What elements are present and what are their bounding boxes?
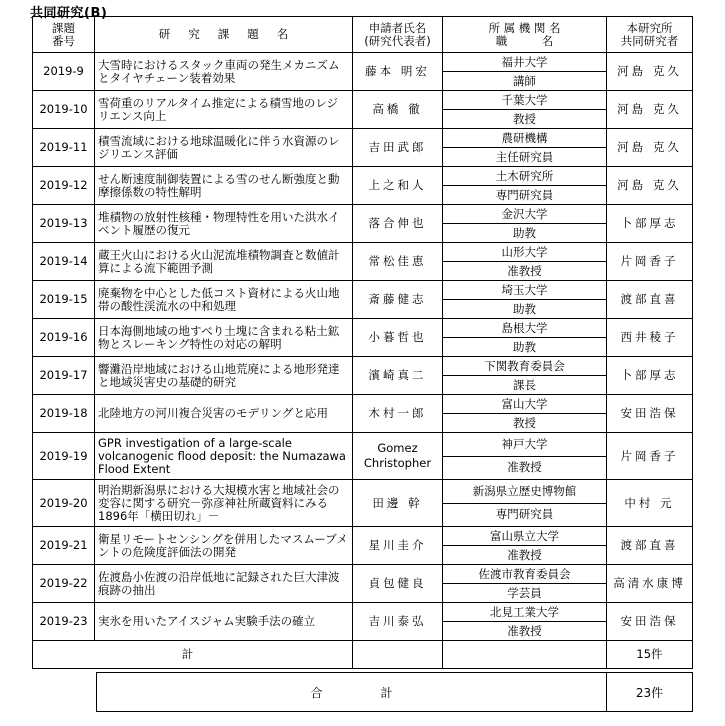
- job-position: 助教: [513, 301, 536, 316]
- project-title: せん断速度制御装置による雪のせん断強度と動摩擦係数の特性解明: [95, 167, 353, 205]
- institution-stack: [443, 480, 606, 526]
- header-collaborator-line2: 共同研究者: [620, 33, 679, 48]
- applicant-name: [353, 433, 443, 480]
- institution-name: 土木研究所: [443, 167, 606, 186]
- institution-cell: [443, 603, 607, 641]
- institution-stack: [443, 433, 606, 479]
- header-title: 研究課題名: [95, 17, 353, 53]
- job-position: 課長: [513, 377, 536, 392]
- institution-cell: [443, 205, 607, 243]
- header-applicant: [353, 17, 443, 53]
- applicant-name: 吉川泰弘: [353, 603, 443, 641]
- table-row: [33, 319, 693, 357]
- header-collaborator-line1: 本研究所: [626, 20, 673, 35]
- project-title: 北陸地方の河川複合災害のモデリングと応用: [95, 395, 353, 433]
- applicant-name: 落合伸也: [353, 205, 443, 243]
- table-row: [33, 565, 693, 603]
- institution-stack: [443, 205, 606, 242]
- institution-cell: [443, 357, 607, 395]
- job-position: 准教授: [507, 460, 542, 475]
- project-title: 衛星リモートセンシングを併用したマスムーブメントの危険度評価法の開発: [95, 527, 353, 565]
- header-applicant-line1: 申請者氏名: [368, 20, 427, 35]
- institution-stack: [443, 91, 606, 128]
- applicant-name: 吉田武郎: [353, 129, 443, 167]
- institution-name: 島根大学: [443, 319, 606, 338]
- subtotal-label: 計: [33, 641, 353, 669]
- institution-stack: [443, 167, 606, 204]
- institution-cell: [443, 319, 607, 357]
- project-number: 2019-19: [33, 433, 95, 480]
- table-row: [33, 167, 693, 205]
- table-row: [33, 603, 693, 641]
- collaborator-name: 渡部直喜: [607, 281, 693, 319]
- section-title: 共同研究(B): [30, 6, 108, 21]
- project-number: 2019-18: [33, 395, 95, 433]
- job-position: 准教授: [507, 623, 542, 638]
- institution-name: 新潟県立歴史博物館: [443, 480, 606, 504]
- collaborator-name: 卜部厚志: [607, 357, 693, 395]
- project-number: 2019-11: [33, 129, 95, 167]
- table-row: [33, 357, 693, 395]
- institution-stack: [443, 243, 606, 280]
- collaborator-name: 渡部直喜: [607, 527, 693, 565]
- table-row: [33, 205, 693, 243]
- project-number: 2019-12: [33, 167, 95, 205]
- subtotal-empty-2: [443, 641, 607, 669]
- project-title: 響灘沿岸地域における山地荒廃による地形発達と地域災害史の基礎的研究: [95, 357, 353, 395]
- collaborator-name: 中村 元: [607, 480, 693, 527]
- institution-name: 佐渡市教育委員会: [443, 565, 606, 584]
- project-number: 2019-9: [33, 53, 95, 91]
- institution-cell: [443, 565, 607, 603]
- institution-stack: [443, 527, 606, 564]
- table-row: [33, 395, 693, 433]
- institution-stack: [443, 565, 606, 602]
- job-position: 准教授: [507, 547, 542, 562]
- institution-cell: [443, 395, 607, 433]
- institution-name: 神戸大学: [443, 433, 606, 457]
- applicant-name: 藤本 明宏: [353, 53, 443, 91]
- institution-cell: [443, 129, 607, 167]
- collaborator-name: 安田浩保: [607, 603, 693, 641]
- job-position: 学芸員: [507, 585, 542, 600]
- institution-name: 埼玉大学: [443, 281, 606, 300]
- project-title: 実氷を用いたアイスジャム実験手法の確立: [95, 603, 353, 641]
- institution-name: 北見工業大学: [443, 603, 606, 622]
- grand-total-value: 23件: [607, 673, 693, 712]
- grand-total-row: [97, 673, 693, 712]
- header-collaborator: [607, 17, 693, 53]
- applicant-name: 田邊 幹: [353, 480, 443, 527]
- institution-stack: [443, 53, 606, 90]
- header-row: [33, 17, 693, 53]
- collaborator-name: 河島 克久: [607, 91, 693, 129]
- institution-cell: [443, 281, 607, 319]
- job-position: 専門研究員: [495, 187, 554, 202]
- collaborator-name: 河島 克久: [607, 167, 693, 205]
- institution-name: 福井大学: [443, 53, 606, 72]
- institution-cell: [443, 167, 607, 205]
- table-row: [33, 243, 693, 281]
- collaborator-name: 卜部厚志: [607, 205, 693, 243]
- project-title: GPR investigation of a large-scale volcanogenic flood deposit: the Numazawa Flood Extent: [95, 433, 353, 480]
- institution-stack: [443, 395, 606, 432]
- applicant-name: 貞包健良: [353, 565, 443, 603]
- project-number: 2019-21: [33, 527, 95, 565]
- applicant-name: 斎藤健志: [353, 281, 443, 319]
- table-row: [33, 281, 693, 319]
- project-title: 積雪流域における地球温暖化に伴う水資源のレジリエンス評価: [95, 129, 353, 167]
- header-number-line1: 課題: [52, 20, 75, 35]
- job-position: 助教: [513, 225, 536, 240]
- institution-name: 農研機構: [443, 129, 606, 148]
- collaborator-name: 安田浩保: [607, 395, 693, 433]
- table-row: [33, 129, 693, 167]
- research-table: [32, 16, 693, 669]
- project-title: 堆積物の放射性核種・物理特性を用いた洪水イベント履歴の復元: [95, 205, 353, 243]
- project-number: 2019-17: [33, 357, 95, 395]
- applicant-name: 高橋 徹: [353, 91, 443, 129]
- collaborator-name: 片岡香子: [607, 243, 693, 281]
- applicant-name-line1: Gomez: [377, 441, 418, 455]
- collaborator-name: 高清水康博: [607, 565, 693, 603]
- project-number: 2019-10: [33, 91, 95, 129]
- project-number: 2019-20: [33, 480, 95, 527]
- header-institution-line2: 職 名: [495, 33, 554, 48]
- project-title: 佐渡島小佐渡の沿岸低地に記録された巨大津波痕跡の抽出: [95, 565, 353, 603]
- header-number-line2: 番号: [52, 33, 75, 48]
- header-institution-line1: 所 属 機 関 名: [488, 20, 561, 35]
- project-number: 2019-13: [33, 205, 95, 243]
- institution-cell: [443, 527, 607, 565]
- header-number: [33, 17, 95, 53]
- applicant-name: 濱崎真二: [353, 357, 443, 395]
- collaborator-name: 片岡香子: [607, 433, 693, 480]
- job-position: 准教授: [507, 263, 542, 278]
- table-row: [33, 433, 693, 480]
- applicant-name: 木村一郎: [353, 395, 443, 433]
- institution-name: 富山県立大学: [443, 527, 606, 546]
- subtotal-row: [33, 641, 693, 669]
- job-position: 教授: [513, 415, 536, 430]
- institution-cell: [443, 433, 607, 480]
- job-position: 主任研究員: [495, 149, 554, 164]
- institution-cell: [443, 53, 607, 91]
- institution-stack: [443, 129, 606, 166]
- institution-stack: [443, 357, 606, 394]
- header-applicant-line2: (研究代表者): [364, 33, 431, 48]
- subtotal-value: 15件: [607, 641, 693, 669]
- table-row: [33, 527, 693, 565]
- job-position: 専門研究員: [495, 507, 554, 522]
- table-row: [33, 91, 693, 129]
- institution-cell: [443, 91, 607, 129]
- project-title: 大雪時におけるスタック車両の発生メカニズムとタイヤチェーン装着効果: [95, 53, 353, 91]
- applicant-name: 星川圭介: [353, 527, 443, 565]
- collaborator-name: 河島 克久: [607, 129, 693, 167]
- grand-total-label: 合計: [97, 673, 607, 712]
- collaborator-name: 西井稜子: [607, 319, 693, 357]
- applicant-name: 常松佳恵: [353, 243, 443, 281]
- institution-name: 千葉大学: [443, 91, 606, 110]
- project-number: 2019-15: [33, 281, 95, 319]
- applicant-name: 上之和人: [353, 167, 443, 205]
- institution-name: 金沢大学: [443, 205, 606, 224]
- applicant-name-line2: Christopher: [363, 456, 432, 470]
- institution-name: 下関教育委員会: [443, 357, 606, 376]
- table-row: [33, 480, 693, 527]
- institution-stack: [443, 603, 606, 640]
- institution-cell: [443, 243, 607, 281]
- project-title: 日本海側地域の地すべり土塊に含まれる粘土鉱物とスレーキング特性の対応の解明: [95, 319, 353, 357]
- institution-cell: [443, 480, 607, 527]
- project-number: 2019-23: [33, 603, 95, 641]
- subtotal-empty-1: [353, 641, 443, 669]
- table-row: [33, 53, 693, 91]
- institution-stack: [443, 319, 606, 356]
- project-title: 蔵王火山における火山泥流堆積物調査と数値計算による流下範囲予測: [95, 243, 353, 281]
- collaborator-name: 河島 克久: [607, 53, 693, 91]
- job-position: 教授: [513, 111, 536, 126]
- institution-name: 山形大学: [443, 243, 606, 262]
- institution-stack: [443, 281, 606, 318]
- project-number: 2019-14: [33, 243, 95, 281]
- header-institution: [443, 17, 607, 53]
- project-title: 雪荷重のリアルタイム推定による積雪地のレジリエンス向上: [95, 91, 353, 129]
- project-title: 廃棄物を中心とした低コスト資材による火山地帯の酸性渓流水の中和処理: [95, 281, 353, 319]
- project-number: 2019-22: [33, 565, 95, 603]
- grand-total-table: [96, 672, 693, 712]
- institution-name: 富山大学: [443, 395, 606, 414]
- job-position: 講師: [513, 73, 536, 88]
- project-number: 2019-16: [33, 319, 95, 357]
- project-title: 明治期新潟県における大規模水害と地域社会の変容に関する研究－弥彦神社所蔵資料にみる1896年「横田切れ」－: [95, 480, 353, 527]
- job-position: 助教: [513, 339, 536, 354]
- applicant-name: 小暮哲也: [353, 319, 443, 357]
